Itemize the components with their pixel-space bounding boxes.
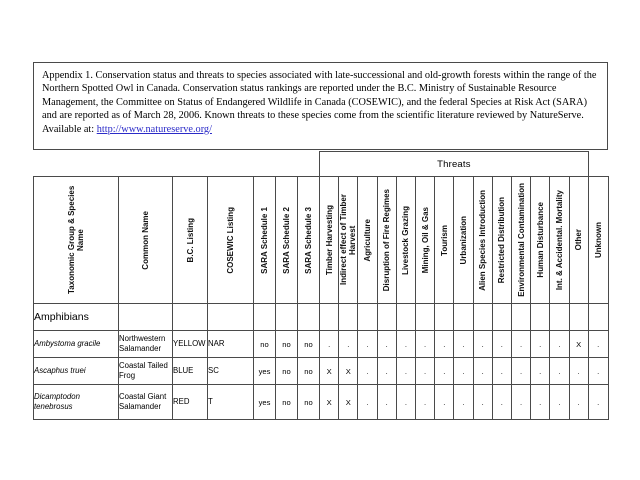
- header-spacer-cell: [34, 152, 320, 177]
- threat-header-envcontam-wrap: [512, 177, 530, 303]
- cell-threat-livestock: .: [396, 358, 415, 385]
- threats-group-header: Threats: [320, 152, 589, 177]
- col-header-sara3-wrap: [298, 177, 319, 303]
- cell-threat-tourism: .: [435, 385, 454, 420]
- group-row-empty-cell: [119, 304, 173, 331]
- cell-threat-tourism: .: [435, 358, 454, 385]
- threats-group-row: [34, 152, 609, 177]
- cell-threat-indirect: .: [339, 331, 358, 358]
- group-row-empty-cell: [550, 304, 569, 331]
- cell-threat-fire: .: [377, 385, 396, 420]
- col-header-taxon: [34, 177, 119, 304]
- col-header-taxon-label: Taxonomic Group & Species Name: [67, 185, 85, 295]
- col-header-sara3-label: SARA Schedule 3: [304, 206, 314, 274]
- threat-header-mortality: [550, 177, 569, 304]
- col-header-sara2-wrap: [276, 177, 297, 303]
- cell-sara-schedule-3: no: [298, 358, 320, 385]
- threat-header-fire: [377, 177, 396, 304]
- table-row[interactable]: [34, 358, 609, 385]
- cell-cosewic-listing: SC: [208, 358, 254, 385]
- threat-header-urbanization: [454, 177, 473, 304]
- threat-header-fire-wrap: [378, 177, 396, 303]
- cell-threat-alien: .: [473, 385, 492, 420]
- group-row-empty-cell: [396, 304, 415, 331]
- group-row-empty-cell: [358, 304, 377, 331]
- cell-sara-schedule-1: no: [254, 331, 276, 358]
- threat-header-other-wrap: [570, 177, 588, 303]
- threat-header-livestock: [396, 177, 415, 304]
- group-row-empty-cell: [320, 304, 339, 331]
- cell-sara-schedule-2: no: [276, 385, 298, 420]
- cell-threat-unknown: .: [588, 331, 608, 358]
- cell-common-name: Coastal Tailed Frog: [119, 358, 173, 385]
- cell-threat-other: X: [569, 331, 588, 358]
- cell-threat-timber: X: [320, 385, 339, 420]
- threat-header-livestock-wrap: [397, 177, 415, 303]
- cell-taxon: Ascaphus truei: [34, 358, 119, 385]
- group-row-empty-cell: [435, 304, 454, 331]
- threat-header-envcontam: [511, 177, 530, 304]
- threat-header-agriculture-label: Agriculture: [363, 218, 373, 262]
- threat-header-tourism-label: Tourism: [439, 224, 449, 256]
- threat-header-tourism: [435, 177, 454, 304]
- cell-threat-agriculture: .: [358, 385, 377, 420]
- cell-threat-restricted: .: [492, 358, 511, 385]
- threat-header-urbanization-label: Urbanization: [458, 215, 468, 265]
- cell-threat-humandist: .: [531, 385, 550, 420]
- cell-threat-mortality: .: [550, 358, 569, 385]
- cell-sara-schedule-1: yes: [254, 358, 276, 385]
- cell-taxon: Ambystoma gracile: [34, 331, 119, 358]
- cell-sara-schedule-3: no: [298, 331, 320, 358]
- col-header-sara2: [276, 177, 298, 304]
- group-row-empty-cell: [173, 304, 208, 331]
- cell-threat-agriculture: .: [358, 358, 377, 385]
- cell-threat-fire: .: [377, 358, 396, 385]
- cell-threat-other: .: [569, 358, 588, 385]
- cell-threat-tourism: .: [435, 331, 454, 358]
- group-row-empty-cell: [454, 304, 473, 331]
- cell-threat-alien: .: [473, 358, 492, 385]
- cell-threat-envcontam: .: [511, 385, 530, 420]
- threat-header-restricted-wrap: [493, 177, 511, 303]
- cell-threat-mortality: .: [550, 385, 569, 420]
- threat-header-mining-label: Mining, Oil & Gas: [420, 206, 430, 274]
- header-spacer-cell-right: [588, 152, 608, 177]
- group-row-label: Amphibians: [34, 304, 119, 331]
- col-header-bc-wrap: [173, 177, 207, 303]
- appendix-caption-block: [33, 62, 608, 150]
- threat-header-tourism-wrap: [435, 177, 453, 303]
- cell-threat-envcontam: .: [511, 331, 530, 358]
- cell-threat-timber: X: [320, 358, 339, 385]
- caption-body: Appendix 1. Conservation status and threats to species associated with late-successional and old-growth forests within the range of the Northern Spotted Owl in Canada. Conservation status rankings are reported under the B.C. Ministry of Sustainable Resource Management, the Committee on Status of Endangered Wildlife in Canada (COSEWIC), and the federal Species at Risk Act (SARA) and are reported as of March 28, 2006. Known threats to these species come from the scientific literature reviewed by NatureServe. Available at:: [42, 70, 597, 135]
- group-row-empty-cell: [473, 304, 492, 331]
- cell-threat-fire: .: [377, 331, 396, 358]
- cell-threat-indirect: X: [339, 385, 358, 420]
- col-header-cosewic-label: COSEWIC Listing: [226, 206, 235, 274]
- threat-header-humandist: [531, 177, 550, 304]
- cell-common-name: Northwestern Salamander: [119, 331, 173, 358]
- table-row[interactable]: [34, 331, 609, 358]
- col-header-sara1-label: SARA Schedule 1: [260, 206, 269, 274]
- cell-threat-agriculture: .: [358, 331, 377, 358]
- threat-header-humandist-wrap: [531, 177, 549, 303]
- cell-bc-listing: BLUE: [173, 358, 208, 385]
- cell-threat-urbanization: .: [454, 358, 473, 385]
- cell-threat-urbanization: .: [454, 385, 473, 420]
- cell-threat-indirect: X: [339, 358, 358, 385]
- cell-common-name: Coastal Giant Salamander: [119, 385, 173, 420]
- appendix-data-table: [33, 151, 609, 420]
- group-row-empty-cell: [588, 304, 608, 331]
- cell-threat-alien: .: [473, 331, 492, 358]
- col-header-sara3: [298, 177, 320, 304]
- cell-threat-other: .: [569, 385, 588, 420]
- cell-threat-humandist: .: [531, 331, 550, 358]
- threat-header-other: [569, 177, 588, 304]
- threat-header-mortality-label: Int. & Accidental. Mortality: [554, 189, 564, 291]
- cell-bc-listing: RED: [173, 385, 208, 420]
- cell-sara-schedule-2: no: [276, 331, 298, 358]
- col-header-unknown-wrap: [589, 177, 608, 303]
- cell-threat-envcontam: .: [511, 358, 530, 385]
- group-row-empty-cell: [569, 304, 588, 331]
- cell-threat-restricted: .: [492, 385, 511, 420]
- col-header-sara2-label: SARA Schedule 2: [282, 206, 291, 274]
- threat-header-mortality-wrap: [550, 177, 568, 303]
- threat-header-timber-label: Timber Harvesting: [324, 204, 334, 276]
- threat-header-mining-wrap: [416, 177, 434, 303]
- cell-threat-humandist: .: [531, 358, 550, 385]
- threat-header-other-label: Other: [574, 229, 584, 251]
- cell-threat-unknown: .: [588, 385, 608, 420]
- threat-header-humandist-label: Human Disturbance: [535, 202, 545, 278]
- cell-cosewic-listing: T: [208, 385, 254, 420]
- threat-header-timber-wrap: [320, 177, 338, 303]
- group-row-empty-cell: [377, 304, 396, 331]
- cell-threat-mining: .: [416, 358, 435, 385]
- group-row-empty-cell: [208, 304, 254, 331]
- threat-header-urbanization-wrap: [454, 177, 472, 303]
- threat-header-agriculture-wrap: [358, 177, 376, 303]
- group-row-empty-cell: [254, 304, 276, 331]
- threat-header-alien: [473, 177, 492, 304]
- cell-threat-mortality: .: [550, 331, 569, 358]
- threat-header-alien-label: Alien Species Introduction: [478, 189, 488, 291]
- group-row-empty-cell: [416, 304, 435, 331]
- threat-header-restricted: [492, 177, 511, 304]
- col-header-sara1: [254, 177, 276, 304]
- natureserve-link[interactable]: http://www.natureserve.org/: [96, 123, 212, 135]
- cell-cosewic-listing: NAR: [208, 331, 254, 358]
- col-header-taxon-wrap: [34, 177, 118, 303]
- threat-header-alien-wrap: [474, 177, 492, 303]
- cell-sara-schedule-2: no: [276, 358, 298, 385]
- group-row-empty-cell: [531, 304, 550, 331]
- col-header-unknown: [588, 177, 608, 304]
- threat-header-livestock-label: Livestock Grazing: [401, 205, 411, 275]
- cell-threat-unknown: .: [588, 358, 608, 385]
- threat-header-timber: [320, 177, 339, 304]
- cell-threat-restricted: .: [492, 331, 511, 358]
- cell-sara-schedule-3: no: [298, 385, 320, 420]
- threat-header-indirect-wrap: [339, 177, 357, 303]
- cell-threat-urbanization: .: [454, 331, 473, 358]
- group-row-empty-cell: [339, 304, 358, 331]
- group-row-empty-cell: [511, 304, 530, 331]
- col-header-common: [119, 177, 173, 304]
- col-header-bc-label: B.C. Listing: [185, 217, 195, 263]
- group-row: [34, 304, 609, 331]
- threat-header-indirect-label: Indirect effect of Timber Harvest: [339, 194, 358, 286]
- col-header-cosewic-wrap: [208, 177, 253, 303]
- threat-header-fire-label: Disruption of Fire Regimes: [382, 188, 392, 292]
- cell-bc-listing: YELLOW: [173, 331, 208, 358]
- group-row-empty-cell: [492, 304, 511, 331]
- cell-threat-mining: .: [416, 385, 435, 420]
- threat-header-restricted-label: Restricted Distribution: [497, 196, 507, 284]
- group-row-empty-cell: [298, 304, 320, 331]
- col-header-common-label: Common Name: [141, 210, 150, 270]
- threat-header-agriculture: [358, 177, 377, 304]
- col-header-cosewic: [208, 177, 254, 304]
- threat-header-indirect: [339, 177, 358, 304]
- cell-threat-livestock: .: [396, 385, 415, 420]
- appendix-caption-text: [34, 63, 607, 136]
- col-header-unknown-label: Unknown: [593, 222, 603, 258]
- col-header-common-wrap: [119, 177, 172, 303]
- cell-sara-schedule-1: yes: [254, 385, 276, 420]
- threat-header-mining: [416, 177, 435, 304]
- cell-threat-mining: .: [416, 331, 435, 358]
- cell-taxon: Dicamptodon tenebrosus: [34, 385, 119, 420]
- column-header-row: [34, 177, 609, 304]
- col-header-bc: [173, 177, 208, 304]
- col-header-sara1-wrap: [254, 177, 275, 303]
- threat-header-envcontam-label: Environmental Contamination: [516, 183, 526, 297]
- cell-threat-timber: .: [320, 331, 339, 358]
- table-row[interactable]: [34, 385, 609, 420]
- group-row-empty-cell: [276, 304, 298, 331]
- cell-threat-livestock: .: [396, 331, 415, 358]
